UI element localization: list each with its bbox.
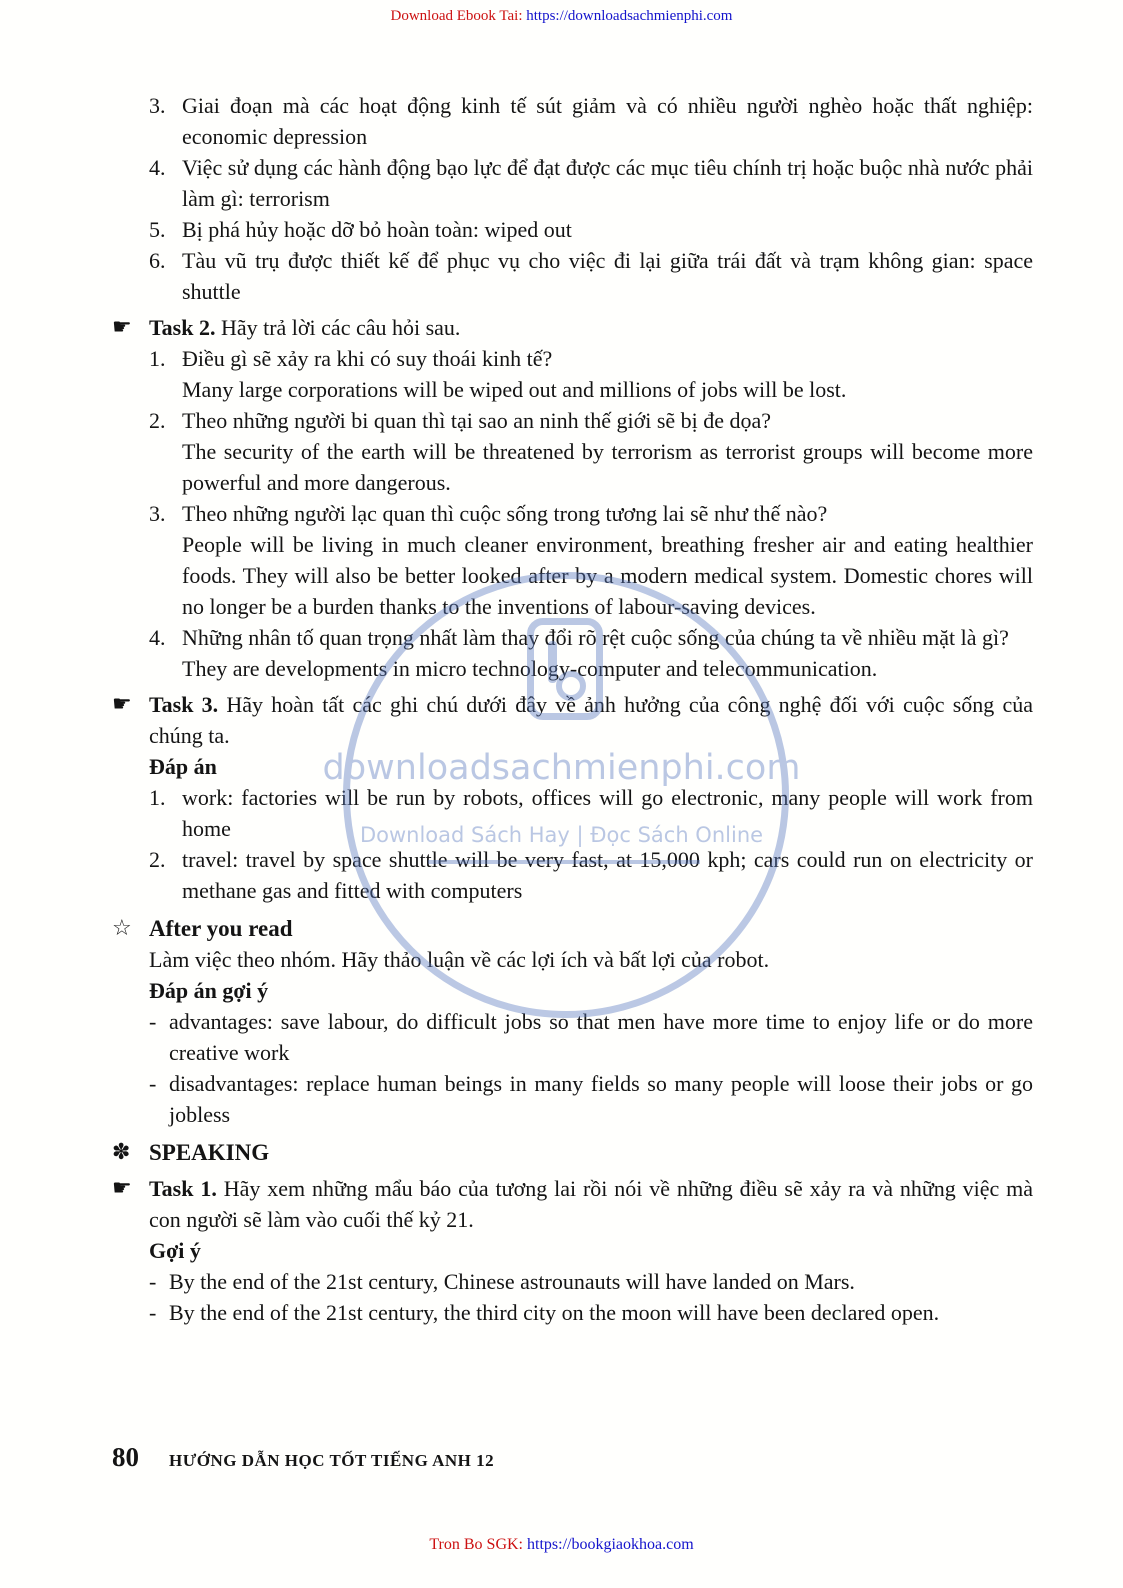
task3-item bbox=[149, 782, 1033, 844]
task3-intro: Hãy hoàn tất các ghi chú dưới đây về ảnh hưởng của công nghệ đối với cuộc sống của chúng ta. bbox=[149, 692, 1034, 748]
speaking-heading bbox=[112, 1137, 1033, 1168]
bullet-text: disadvantages: replace human beings in many fields so many people will loose their jobs or go jobless bbox=[169, 1071, 1033, 1127]
task2-answer: Many large corporations will be wiped out and millions of jobs will be lost. bbox=[182, 377, 847, 402]
question-number: 1. bbox=[149, 346, 166, 371]
vocab-item bbox=[149, 245, 1033, 307]
task2-question bbox=[149, 498, 1033, 529]
vocab-number: 5. bbox=[149, 217, 166, 242]
task2-question bbox=[149, 343, 1033, 374]
page-content bbox=[112, 90, 1033, 1328]
item-number: 2. bbox=[149, 847, 166, 872]
vocab-item bbox=[149, 90, 1033, 152]
vocab-number: 4. bbox=[149, 155, 166, 180]
page-footer bbox=[112, 1442, 494, 1476]
question-text: Những nhân tố quan trọng nhất làm thay đổi rõ rệt cuộc sống của chúng ta về nhiều mặt là gì? bbox=[182, 625, 1009, 650]
speaking-bullet bbox=[149, 1266, 1033, 1297]
task2-answer: They are developments in micro technology-computer and telecommunication. bbox=[182, 656, 878, 681]
task2-question bbox=[149, 405, 1033, 436]
item-text: travel: travel by space shuttle will be very fast, at 15,000 kph; cars could run on electricity or methane gas and fitted with computers bbox=[182, 847, 1033, 903]
task2-title: Task 2. bbox=[149, 315, 216, 340]
dash-bullet: - bbox=[149, 1009, 157, 1034]
dash-bullet: - bbox=[149, 1269, 157, 1294]
task2-answer: People will be living in much cleaner environment, breathing fresher air and eating healthier foods. They will also be better looked after by a modern medical system. Domestic chores will no longer be a burden thanks to the inventions of labour-saving devices. bbox=[182, 532, 1033, 619]
watermark-site-text: downloadsachmienphi.com bbox=[322, 748, 801, 788]
vocab-number: 6. bbox=[149, 248, 166, 273]
watermark-sub-text: Download Sách Hay | Đọc Sách Online bbox=[359, 823, 764, 847]
question-text: Điều gì sẽ xảy ra khi có suy thoái kinh tế? bbox=[182, 346, 553, 371]
flower-ornament-icon: ✽ bbox=[112, 1140, 131, 1165]
task1-title: Task 1. bbox=[149, 1176, 217, 1201]
bottom-download-url[interactable]: https://bookgiaokhoa.com bbox=[527, 1536, 694, 1553]
after-you-read-subhead: Đáp án gợi ý bbox=[149, 978, 269, 1003]
book-title: HƯỚNG DẪN HỌC TỐT TIẾNG ANH 12 bbox=[169, 1451, 495, 1470]
page-number: 80 bbox=[112, 1442, 139, 1472]
task2-intro: Hãy trả lời các câu hỏi sau. bbox=[220, 315, 461, 340]
top-download-url[interactable]: https://downloadsachmienphi.com bbox=[526, 8, 733, 24]
dash-bullet: - bbox=[149, 1071, 157, 1096]
speaking-bullet bbox=[149, 1297, 1033, 1328]
task2-heading bbox=[112, 312, 1033, 343]
disadvantages-bullet bbox=[149, 1068, 1033, 1130]
vocab-text: Giai đoạn mà các hoạt động kinh tế sút giảm và có nhiều người nghèo hoặc thất nghiệp: economic depression bbox=[182, 93, 1033, 149]
question-number: 2. bbox=[149, 408, 166, 433]
after-you-read-title: After you read bbox=[149, 916, 293, 941]
top-download-line bbox=[0, 6, 1123, 26]
item-number: 1. bbox=[149, 785, 166, 810]
task2-question bbox=[149, 622, 1033, 653]
question-text: Theo những người bi quan thì tại sao an ninh thế giới sẽ bị đe dọa? bbox=[182, 408, 772, 433]
vocab-item bbox=[149, 152, 1033, 214]
dash-bullet: - bbox=[149, 1300, 157, 1325]
question-text: Theo những người lạc quan thì cuộc sống trong tương lai sẽ như thế nào? bbox=[182, 501, 828, 526]
bullet-text: By the end of the 21st century, the third city on the moon will have been declared open. bbox=[169, 1300, 940, 1325]
question-number: 4. bbox=[149, 625, 166, 650]
speaking-task1-heading bbox=[112, 1173, 1033, 1235]
vocab-number: 3. bbox=[149, 93, 166, 118]
speaking-title: SPEAKING bbox=[149, 1140, 270, 1165]
advantages-bullet bbox=[149, 1006, 1033, 1068]
vocab-item bbox=[149, 214, 1033, 245]
star-icon: ☆ bbox=[112, 916, 132, 941]
task2-answer: The security of the earth will be threatened by terrorism as terrorist groups will become more powerful and more dangerous. bbox=[182, 439, 1033, 495]
task3-title: Task 3. bbox=[149, 692, 219, 717]
vocab-text: Việc sử dụng các hành động bạo lực để đạt được các mục tiêu chính trị hoặc buộc nhà nước phải làm gì: terrorism bbox=[182, 155, 1033, 211]
pointing-hand-icon: ☛ bbox=[112, 692, 132, 717]
bottom-download-line bbox=[0, 1534, 1123, 1556]
after-you-read-heading bbox=[112, 913, 1033, 944]
after-you-read-intro: Làm việc theo nhóm. Hãy thảo luận về các lợi ích và bất lợi của robot. bbox=[149, 947, 770, 972]
speaking-subhead: Gợi ý bbox=[149, 1238, 201, 1263]
pointing-hand-icon: ☛ bbox=[112, 1176, 132, 1201]
bottom-download-label: Tron Bo SGK: bbox=[429, 1536, 523, 1553]
pointing-hand-icon: ☛ bbox=[112, 315, 132, 340]
task3-heading bbox=[112, 689, 1033, 751]
question-number: 3. bbox=[149, 501, 166, 526]
task3-item bbox=[149, 844, 1033, 906]
task3-subhead: Đáp án bbox=[149, 754, 217, 779]
vocab-text: Tàu vũ trụ được thiết kế để phục vụ cho việc đi lại giữa trái đất và trạm không gian: space shuttle bbox=[182, 248, 1033, 304]
task1-intro: Hãy xem những mẩu báo của tương lai rồi nói về những điều sẽ xảy ra và những việc mà con người sẽ làm vào cuối thế kỷ 21. bbox=[149, 1176, 1034, 1232]
top-download-label: Download Ebook Tai: bbox=[390, 8, 523, 24]
vocab-text: Bị phá hủy hoặc dỡ bỏ hoàn toàn: wiped out bbox=[182, 217, 572, 242]
item-text: work: factories will be run by robots, offices will go electronic, many people will work from home bbox=[182, 785, 1033, 841]
bullet-text: advantages: save labour, do difficult jobs so that men have more time to enjoy life or do more creative work bbox=[169, 1009, 1033, 1065]
bullet-text: By the end of the 21st century, Chinese astrounauts will have landed on Mars. bbox=[169, 1269, 855, 1294]
